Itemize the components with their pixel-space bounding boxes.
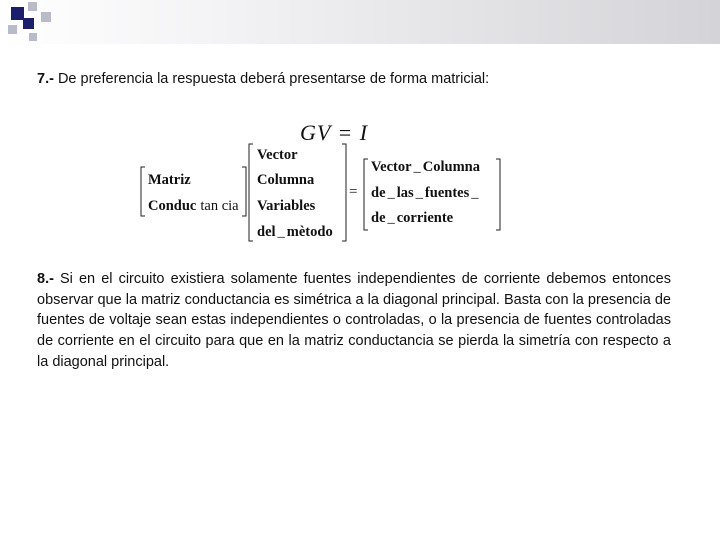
matrix-g-row-2: Conduc tan cia: [148, 198, 239, 214]
item-8-text: Si en el circuito existiera solamente fuentes independientes de corriente debemos entonces observar que la matriz conductancia es simétrica a la diagonal principal. Basta con la presencia de fuentes de voltaje sean estas independientes o controladas, o la presencia de fuentes controladas de corriente en el circuito para que en la matriz conductancia se pierda la simetría con respecto a la diagonal principal.: [37, 271, 671, 370]
matrix-v-row-2: Columna: [257, 172, 315, 188]
matrix-i-row-3: de _ corriente: [371, 210, 454, 226]
matrix-i-row-2: de _ las _ fuentes _: [371, 185, 479, 201]
item-8-number: 8.-: [37, 271, 54, 287]
matrix-v-row-4: del _ mètodo: [257, 224, 333, 240]
item-7-number: 7.-: [37, 71, 54, 87]
equals-sign: =: [349, 184, 358, 200]
matrix-v-row-3: Variables: [257, 198, 316, 214]
matrix-v-row-1: Vector: [257, 147, 298, 163]
matrix-formula: [0, 0, 720, 260]
formula-title: GV = I: [300, 120, 369, 145]
item-8-paragraph: [37, 269, 671, 373]
matrix-g-row-1: Matriz: [148, 172, 191, 188]
matrix-brackets: [0, 0, 720, 260]
matrix-i-row-1: Vector _ Columna: [371, 159, 480, 175]
item-7-text: De preferencia la respuesta deberá presentarse de forma matricial:: [57, 71, 490, 87]
